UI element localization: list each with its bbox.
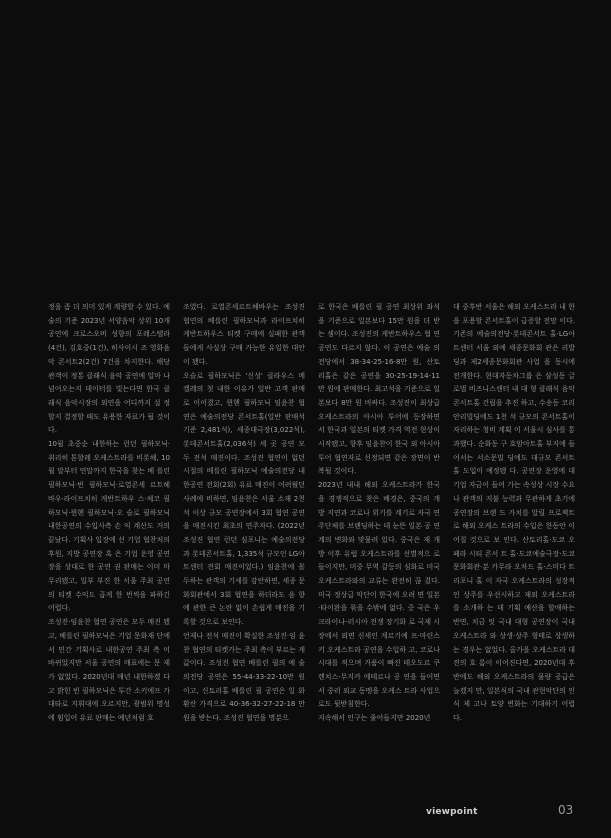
- article-paragraph: 대 중후반 서울은 해외 오케스트라 내 한을 포용할 콘서트홀이 급증할 전망 이다. 기존의 예술의전당·롯데콘서트 홀·LG아트센터 서울 외에 세종문화회 관은 리발딩과 제2세종문화회관 사업 을 동시에 전개한다. 현대자동차그룹 은 삼성동 글로벌 비즈니스센터 내 대 형 클래식 음악 콘서트홀 건립을 추진 하고, 수송동 코리안리빌딩에도 1천 석 규모의 콘서트홀이 자리하는 청비 계획 이 서울시 심사를 통과했다. 순화동 구 호암아트홀 부지에 들어서는 서소문빌 딩에도 대규모 콘서트홀 도입이 예정됐 다. 공연장 운영에 대기업 자금이 들어 가는 속성상 시장 수요나 관객의 지불 능력과 무관하게 초기에 공연장의 브랜 드 가치를 알릴 프로젝트로 해외 오케스 트라의 수입은 한동안 이어질 것으로 보 인다. 산토리홀·도쿄 오페라 시티 콘서 트 홀·도쿄예술극장·도쿄문화회관·분 카무라 오차드 홀·스미다 트리포니 홀 이 자국 오케스트라의 성장적인 상주를 우선시하고 재외 오케스트라를 소개하 는 데 기획 예산을 할애하는 반면, 치금 잇 국내 대형 공연장이 국내 오케스트라 와 상생·상주 형태로 상생하는 경우는 없었다. 올가을 오케스트라 대전의 호 름이 이어진다면, 2020년대 후반에도 해외 오케스트라의 물량 공급은 늘겠지 만, 일본식의 국내 관현악단의 인식 제 고나 토양 변화는 기대하기 어렵다.: [453, 303, 575, 723]
- article-column-2: [183, 301, 305, 726]
- article-paragraph: 언제나 전석 매진이 확실한 조성진·임 윤찬 협연의 티켓가는 주최 측이 부르는 게 값이다. 조성진 협연 베를린 필의 예 술의전당 공연은 55-44-33-22-10만 원이고, 신토리홀 베를린 필 공연은 일 화 환산 가격으로 40-36-32-27-22-18 만 원을 받는다. 조성진 협연을 명분으: [183, 631, 305, 723]
- article-paragraph: 정을 좀 더 의미 있게 계량할 수 있다. 예 술의 기준 2023년 서양음악 상위 10개 공연에 크로스오버 성향의 포레스텔라 (4건), 김호중(1건), 히사이시 조 영화음 악 콘서트2(2건) 7건을 차지한다. 해당 관객이 정통 클래식 음악 공연에 얼마 나 넘어오는지 데이터를 빛는다면 한국 클래식 음악시장의 외연을 어디까지 설 정할지 결정할 때도 유용한 자료가 될 것이다.: [48, 303, 170, 435]
- article-column-1: [48, 301, 170, 726]
- page-number: 03: [558, 803, 574, 817]
- article-paragraph: 조성진·임윤찬 협연 공연은 모두 매진 됐고, 베를린 필하모닉은 기업 문화재 단에서 민간 기획사로 내한공연 주최 측 이 바뀌었지만 서울 공연의 매표에는 문 제가 없었다. 2020년대 매년 내한하겠 다고 밝힌 빈 필하모닉은 투간 소키에프 가 대타로 지휘대에 오르지만, 광범위 명성에 힘입어 유료 판매는 예년처럼 호: [48, 618, 170, 723]
- article-column-3: [318, 301, 440, 726]
- section-logo: viewpoint: [426, 807, 478, 817]
- article-paragraph: 오슬로 필하모닉은 '신성' 클라우스 메 켈레의 첫 내한 이유가 일반 고객 판매 로 이어졌고, 뮌헨 필하모닉 임윤찬 협 연은 예술의전당 콘서트홀(일반 판매석 기준 2,481석), 세종대극장(3,022석), 롯데콘서트홀(2,036석) 세 곳 공연 모 두 전석 매진이다. 조성진 협연이 없던 시절의 베를린 필하모닉 예술의전당 내 한공연 전회(2회) 유료 매진이 어려웠던 사례에 비하면, 임윤찬은 서울 소재 2천 석 이상 규모 공연장에서 3회 협연 공연 을 매진시킨 최초의 연주자다. (2022년 조성진 협연 런던 심포니는 예술의전당 과 롯데콘서트홀, 1,335석 규모인 LG아 트센터 전회 매진이었다.) 임윤찬에 몰 두하는 관객의 기세를 감안하면, 세종 문화회관에서 3회 협연을 하더라도 음 향에 관한 큰 논란 없이 손쉽게 매진을 기록할 것으로 보인다.: [183, 371, 305, 627]
- article-paragraph: 지속해서 인구는 줄어들지만 2020년: [318, 714, 431, 723]
- article-paragraph: 2023년 내내 해외 오케스트라가 한국 을 경쟁적으로 찾은 배경은, 중국의 개 방 지연과 코로나 위기를 계기로 자국 연주단체를 브랜딩하는 데 눈뜬 일본 공 연계의 변화와 맞물려 있다. 중국은 재 개방 이후 유럽 오케스트라를 선별적으 로 들이지만, 미중 무역 갈등의 심화로 미국 오케스트라와의 교류는 완전히 끊 겼다. 미국 정상급 악단이 한국에 오려 면 일본·타이완을 묶을 수밖에 없다. 중 국은 우크라이나-러시아 전쟁 장기화 로 국제 시장에서 외면 신세인 게르기예 프·마린스키 오케스트라 공연을 수입하 고, 코로나 시대를 적으며 거품이 빠진 테오도르 쿠렌치스·무지카 에테르나 공 연을 들이면서 중러 외교 동맹을 오케스 트라 사업으로도 뒷받침한다.: [318, 481, 440, 709]
- article-columns: [48, 301, 576, 726]
- article-paragraph: 10월 초중순 내한하는 런던 필하모닉· 취리히 톤할레 오케스트라를 비롯해, 10월 말부터 연말까지 한국을 찾는 베 를린 필하모닉·빈 필하모닉·로열콘세 르트헤바우·라이프치히 게반트하우 스·체코 필하모닉·뮌헨 필하모닉·오 슬로 필하모닉 내한공연의 수입사측 손 익 계산도 거의 끝났다. 기획사 입장에 선 기업 협찬처의 후원, 지방 공연장 혹 은 기업 운영 공연장을 상대로 한 공연 권 판매는 이미 마무리됐고, 일부 부진 한 서울 주최 공연의 티켓 수익도 곱게 한 번씩을 파하긴 어렵다.: [48, 440, 170, 613]
- article-paragraph: 조였다. 로열콘세르트헤바우는 조성진 협연의 베를린 필하모닉과 라이프치히 게반트하우스 티켓 구매에 실패한 관객 들에게 사실상 구매 가능한 유일한 대안 이 됐다.: [183, 303, 305, 366]
- article-column-4: [453, 301, 575, 726]
- article-paragraph: 로 한국은 베를린 필 공연 최상위 좌석 을 기준으로 일본보다 15만 원을 더 받 는 셈이다. 조성진의 게반트하우스 협 연 공연도 다르지 않다. 이 공연은 예술 의전당에서 38-34-25-16-8만 원, 산토 리홀은 같은 공연을 30-25-19-14-11만 원에 판매한다. 최고석을 기준으로 일 본보다 8만 원 비싸다. 조성진이 최상급 오케스트라의 아시아 투어에 등장하면 서 한국과 일본의 티켓 가격 역전 현상이 시작됐고, 향후 임윤찬이 한국 외 아시아 투어 협연자로 선정되면 같은 장면이 반 복될 것이다.: [318, 303, 440, 476]
